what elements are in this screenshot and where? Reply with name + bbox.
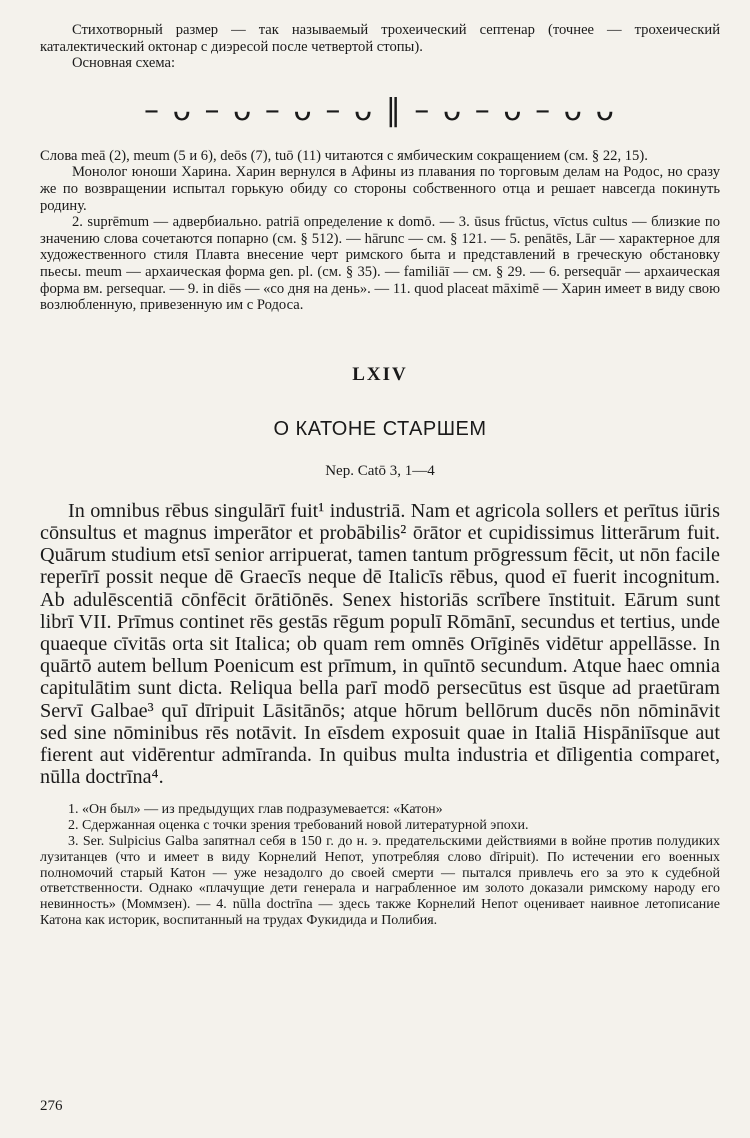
- footnote-2: 2. Сдержанная оценка с точки зрения требований новой литературной эпохи.: [68, 818, 529, 834]
- footnote-1: 1. «Он был» — из предыдущих глав подразумевается: «Катон»: [68, 802, 443, 818]
- source-reference: Nep. Catō 3, 1—4: [325, 462, 435, 479]
- commentary-paragraph-3: 2. suprēmum — адвербиально. patriā определение к domō. — 3. ūsus frūctus, vīctus cultus — близкие по значению слова сочетаются попарно (см. § 512). — hārunc — см. § 121. — 5. penātēs, Lār — характерное для художественного стиля Плавта внесение черт римского быта и представлений в греческую обстановку пьесы. meum — архаическая форма gen. pl. (см. § 35). — familiāī — см. § 29. — 6. persequār — архаическая форма вм. persequar. — 9. in diēs — «со дня на день». — 11. quod placeat māximē — Харин имеет в виду свою возлюбленную, привезенную им с Родоса.: [40, 214, 720, 314]
- commentary-paragraph-2: Монолог юноши Харина. Харин вернулся в Афины из плавания по торговым делам на Родос, но сразу же по возвращении испытал горькую обиду со стороны собственного отца и решает навсегда покинуть родину.: [40, 164, 720, 214]
- page-number: 276: [40, 1098, 63, 1114]
- chapter-number: LXIV: [352, 363, 408, 385]
- scheme-caption: Основная схема:: [72, 55, 176, 72]
- footnotes: [40, 802, 720, 928]
- chapter-title: О КАТОНЕ СТАРШЕМ: [273, 417, 487, 440]
- commentary-paragraph-1: Слова meā (2), meum (5 и 6), deōs (7), tuō (11) читаются с ямбическим сокращением (см. § 22, 15).: [40, 147, 648, 164]
- meter-description: Стихотворный размер — так называемый трохеический септенар (точнее — трохеический каталектический октонар с диэресой после четвертой стопы).: [40, 22, 720, 55]
- latin-text: In omnibus rēbus singulārī fuit¹ industriā. Nam et agricola sollers et perītus iūris cōnsultus et magnus imperātor et probābilis² ōrātor et cupidissimus litterārum fuit. Quārum studium etsī senior arripuerat, tamen tantum prōgressum fēcit, ut nōn facile reperīrī possit neque dē Graecīs neque dē Italicīs rēbus, quod eī fuerit incognitum. Ab adulēscentiā cōnfēcit ōrātiōnēs. Senex historiās scrībere īnstituit. Eārum sunt librī VII. Prīmus continet rēs gestās rēgum populī Rōmānī, secundus et tertius, unde quaeque cīvitās orta sit Italica; ob quam rem omnēs Orīginēs vidētur appellāsse. In quārtō autem bellum Poenicum est prīmum, in quīntō secundum. Atque haec omnia capitulātim sunt dicta. Reliqua bella parī modō persecūtus est ūsque ad praetūram Servī Galbae³ quī dīripuit Lāsitānōs; atque hōrum bellōrum ducēs nōn nōmināvit sed sine nōminibus rēs notāvit. In eīsdem exposuit quae in Italiā Hispāniīsque aut fierent aut vidērentur admīranda. In quibus multa industria et dīligentia comparet, nūlla doctrīna⁴.: [40, 499, 720, 789]
- footnote-3: 3. Ser. Sulpicius Galba запятнал себя в 150 г. до н. э. предательскими действиями в войне против полудиких лузитанцев (что и имеет в виду Корнелий Непот, употребляя слово dīripuit). По истечении его военных полномочий старый Катон — уже незадолго до своей смерти — пытался привлечь его за это к судебной ответственности. Однако «плачущие дети генерала и награбленное им золото доказали римскому народу его невинность» (Моммзен). — 4. nūlla doctrīna — здесь также Корнелий Непот оценивает наивное летописание Катона как историк, воспитанный на трудах Фукидида и Полибия.: [40, 833, 720, 928]
- page-content: [40, 22, 720, 929]
- metrical-scheme: – ᴗ – ᴗ – ᴗ – ᴗ ‖ – ᴗ – ᴗ – ᴗ ᴗ: [144, 92, 616, 128]
